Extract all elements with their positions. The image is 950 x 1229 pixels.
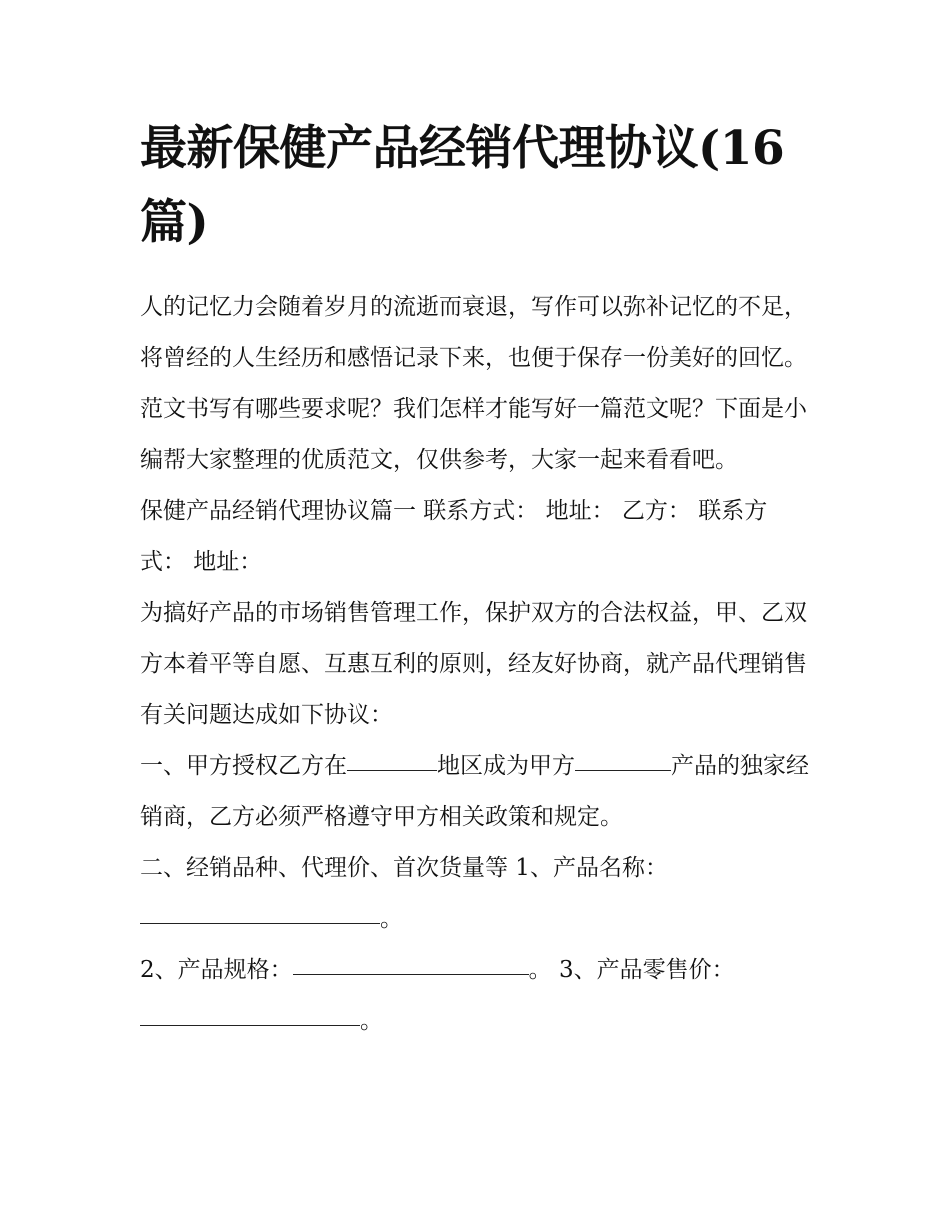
product-spec-blank xyxy=(293,973,529,975)
product-name-blank xyxy=(140,922,380,924)
retail-price-blank xyxy=(140,1024,360,1026)
purpose-paragraph: 为搞好产品的市场销售管理工作，保护双方的合法权益，甲、乙双方本着平等自愿、互惠互利的原则，经友好协商，就产品代理销售有关问题达成如下协议： xyxy=(140,600,807,728)
clause-1-text-a: 一、甲方授权乙方在 xyxy=(140,753,347,779)
region-blank xyxy=(347,769,437,771)
document-content xyxy=(140,112,812,1047)
retail-price-label: 3、产品零售价： xyxy=(551,957,735,983)
clause-1-text-c: 产品的独家经销商，乙方必须严格遵守甲方相关政策和规定。 xyxy=(140,753,809,830)
clause-2-end-1: 。 xyxy=(380,906,403,932)
clause-2-end-2: 。 xyxy=(528,957,552,983)
clause-2-paragraph xyxy=(140,843,812,1047)
clause-2-intro: 二、经销品种、代理价、首次货量等 1、产品名称： xyxy=(140,855,668,881)
section-heading: 保健产品经销代理协议篇一 联系方式： 地址： 乙方： 联系方式： 地址： xyxy=(140,498,768,575)
clause-1-text-b: 地区成为甲方 xyxy=(437,753,575,779)
intro-paragraph: 人的记忆力会随着岁月的流逝而衰退，写作可以弥补记忆的不足，将曾经的人生经历和感悟记录下来，也便于保存一份美好的回忆。范文书写有哪些要求呢？我们怎样才能写好一篇范文呢？下面是小编帮大家整理的优质范文，仅供参考，大家一起来看看吧。 xyxy=(140,294,807,473)
product-spec-label: 2、产品规格： xyxy=(140,957,293,983)
clause-2-end-3: 。 xyxy=(360,1008,383,1034)
product-blank xyxy=(575,769,671,771)
clause-1-paragraph xyxy=(140,741,812,843)
document-body xyxy=(140,282,812,1047)
document-title: 最新保健产品经销代理协议(16篇) xyxy=(140,121,785,250)
